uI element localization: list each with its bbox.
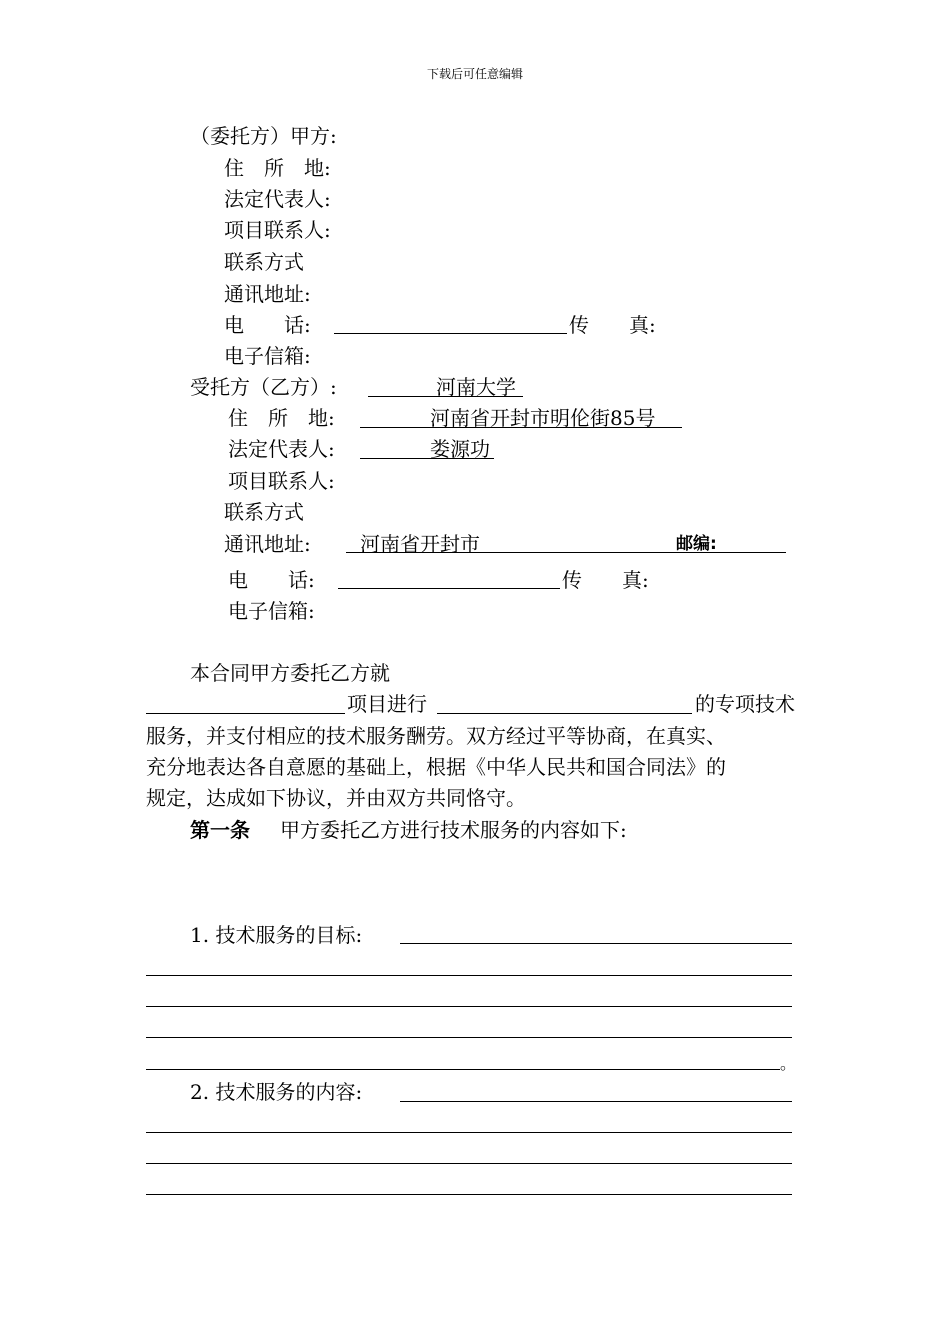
party-b-phone-label: 电 话: xyxy=(228,568,315,592)
item-1-field-line-2[interactable] xyxy=(146,975,792,976)
item-2-label: 2. 技术服务的内容: xyxy=(190,1080,363,1104)
party-a-phone-field[interactable] xyxy=(334,333,567,334)
project-name-field[interactable] xyxy=(146,713,345,714)
party-a-fax-label: 传 真: xyxy=(569,313,656,337)
party-b-postcode-label: 邮编: xyxy=(676,534,717,554)
party-b-contact-method-label: 联系方式 xyxy=(224,500,304,524)
item-2-field-line-3[interactable] xyxy=(146,1163,792,1164)
intro-end: 的专项技术 xyxy=(695,692,795,716)
party-a-address-label: 住 所 地: xyxy=(224,156,331,180)
article-1-label: 第一条 xyxy=(190,818,250,842)
item-1-label: 1. 技术服务的目标: xyxy=(190,923,363,947)
party-a-mail-address-label: 通讯地址: xyxy=(224,282,311,306)
party-b-title: 受托方（乙方）: xyxy=(190,375,337,399)
party-b-contact-person-label: 项目联系人: xyxy=(228,469,335,493)
item-1-field-line-5[interactable] xyxy=(146,1069,780,1070)
item-2-field-line-1[interactable] xyxy=(400,1101,792,1102)
party-b-fax-label: 传 真: xyxy=(562,568,649,592)
party-b-phone-field[interactable] xyxy=(338,588,560,589)
item-2-field-line-4[interactable] xyxy=(146,1194,792,1195)
party-b-email-label: 电子信箱: xyxy=(228,599,315,623)
intro-line-1: 本合同甲方委托乙方就 xyxy=(190,661,390,685)
item-1-end-mark: 。 xyxy=(780,1054,797,1073)
party-b-mail-address-value: 河南省开封市 xyxy=(360,532,480,556)
party-b-mail-address-label: 通讯地址: xyxy=(224,532,311,556)
party-a-email-label: 电子信箱: xyxy=(224,344,311,368)
intro-mid: 项目进行 xyxy=(347,692,427,716)
intro-line-4: 规定，达成如下协议，并由双方共同恪守。 xyxy=(146,786,526,810)
party-a-contact-person-label: 项目联系人: xyxy=(224,218,331,242)
party-b-address-label: 住 所 地: xyxy=(228,406,335,430)
service-type-field[interactable] xyxy=(437,713,692,714)
page-header-note: 下载后可任意编辑 xyxy=(426,67,523,81)
article-1-text: 甲方委托乙方进行技术服务的内容如下: xyxy=(280,818,627,842)
party-a-phone-label: 电 话: xyxy=(224,313,311,337)
party-b-address-value: 河南省开封市明伦街85号 xyxy=(430,406,656,430)
item-1-field-line-3[interactable] xyxy=(146,1006,792,1007)
party-b-name: 河南大学 xyxy=(436,375,516,399)
party-a-contact-method-label: 联系方式 xyxy=(224,250,304,274)
party-b-legal-rep-value: 娄源功 xyxy=(430,437,490,461)
item-1-field-line-4[interactable] xyxy=(146,1037,792,1038)
intro-line-3: 充分地表达各自意愿的基础上，根据《中华人民共和国合同法》的 xyxy=(146,755,726,779)
party-a-title: （委托方）甲方: xyxy=(190,124,337,148)
item-1-field-line-1[interactable] xyxy=(400,943,792,944)
intro-line-2: 服务，并支付相应的技术服务酬劳。双方经过平等协商，在真实、 xyxy=(146,724,726,748)
item-2-field-line-2[interactable] xyxy=(146,1132,792,1133)
party-b-legal-rep-label: 法定代表人: xyxy=(228,437,335,461)
party-a-legal-rep-label: 法定代表人: xyxy=(224,187,331,211)
